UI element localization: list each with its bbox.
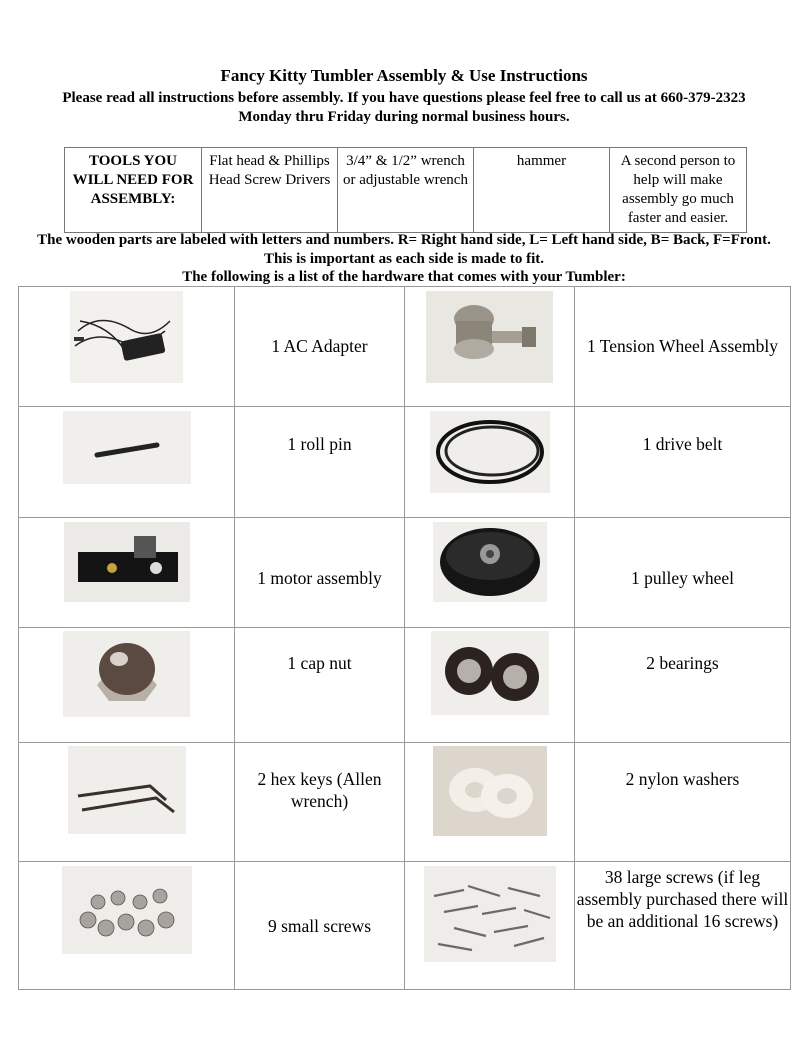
item-label: 1 roll pin [287, 434, 352, 454]
item-label: 1 pulley wheel [630, 568, 735, 588]
tool-item: A second person to help will make assembly go much faster and easier. [610, 148, 747, 233]
table-row [19, 743, 791, 862]
drive-belt-photo [430, 411, 550, 493]
cap-nut-photo [63, 631, 190, 717]
photo-cell [405, 862, 575, 990]
item-label: 1 motor assembly [257, 568, 382, 588]
tool-item: Flat head & Phillips Head Screw Drivers [202, 148, 338, 233]
photo-cell [19, 287, 235, 407]
photo-cell [19, 407, 235, 518]
ac-adapter-photo [70, 291, 183, 383]
intro-text: Please read all instructions before assembly. If you have questions please feel free to call us at 660-379-2323 Monday thru Friday during normal business hours. [62, 90, 746, 125]
item-cell [575, 862, 791, 990]
item-label: 2 bearings [646, 653, 719, 673]
document-title: Fancy Kitty Tumbler Assembly & Use Instructions [220, 66, 588, 85]
photo-cell [405, 518, 575, 628]
table-row [19, 628, 791, 743]
item-label: 38 large screws (if leg assembly purchased there will be an additional 16 screws) [576, 867, 789, 931]
table-row [19, 862, 791, 990]
parts-labels-note [30, 231, 778, 287]
labels-note-text: The wooden parts are labeled with letters and numbers. R= Right hand side, L= Left hand side, B= Back, F=Front. This is important as each side is made to fit. [37, 232, 771, 267]
item-cell [575, 628, 791, 743]
nylon-washers-photo [433, 746, 547, 836]
tools-row [65, 148, 747, 233]
item-label: 2 nylon washers [625, 769, 740, 789]
photo-cell [405, 287, 575, 407]
photo-cell [405, 628, 575, 743]
photo-cell [19, 862, 235, 990]
photo-cell [405, 743, 575, 862]
item-cell [575, 518, 791, 628]
item-cell [235, 743, 405, 862]
item-cell [235, 628, 405, 743]
item-cell [575, 743, 791, 862]
item-cell [235, 287, 405, 407]
photo-cell [19, 743, 235, 862]
item-cell [575, 287, 791, 407]
item-cell [235, 518, 405, 628]
roll-pin-photo [63, 411, 191, 484]
small-screws-photo [62, 866, 192, 954]
item-label: 2 hex keys (Allen wrench) [257, 769, 382, 811]
tension-wheel-photo [426, 291, 553, 383]
item-label: 9 small screws [267, 915, 372, 936]
item-cell [575, 407, 791, 518]
tools-table [64, 147, 747, 233]
hardware-table [18, 286, 791, 990]
tools-header: TOOLS YOU WILL NEED FOR ASSEMBLY: [65, 148, 202, 233]
table-row [19, 518, 791, 628]
item-cell [235, 862, 405, 990]
motor-assembly-photo [64, 522, 190, 602]
photo-cell [19, 628, 235, 743]
large-screws-photo [424, 866, 556, 962]
table-row [19, 287, 791, 407]
tool-item: hammer [474, 148, 610, 233]
photo-cell [405, 407, 575, 518]
item-label: 1 cap nut [287, 653, 352, 673]
item-label: 1 Tension Wheel Assembly [586, 336, 779, 356]
table-row [19, 407, 791, 518]
item-label: 1 AC Adapter [271, 336, 368, 356]
hex-keys-photo [68, 746, 186, 834]
hardware-intro-text: The following is a list of the hardware that comes with your Tumbler: [182, 269, 626, 285]
item-label: 1 drive belt [642, 434, 723, 454]
bearings-photo [431, 631, 549, 715]
item-cell [235, 407, 405, 518]
tool-item: 3/4” & 1/2” wrench or adjustable wrench [338, 148, 474, 233]
photo-cell [19, 518, 235, 628]
pulley-wheel-photo [433, 522, 547, 602]
